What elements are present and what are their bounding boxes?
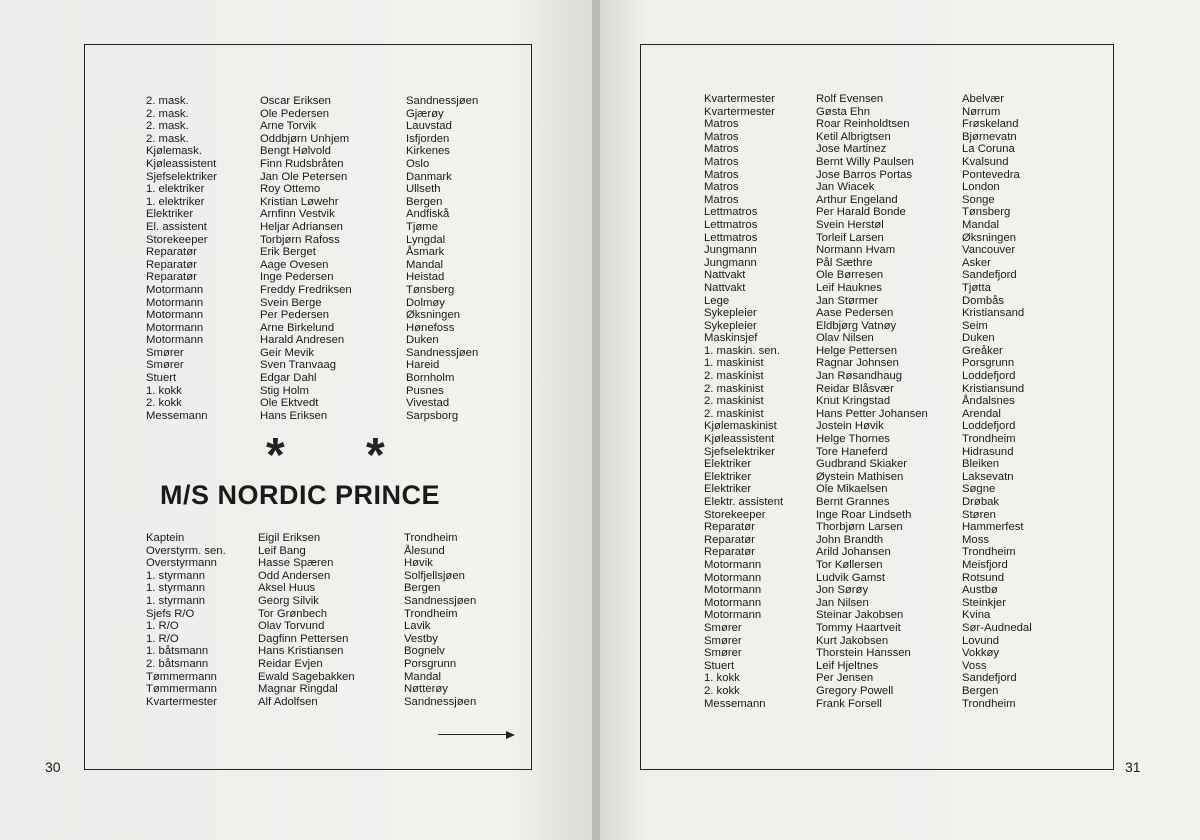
crew-hometown: Sarpsborg	[406, 409, 459, 422]
crew-hometown: Moss	[962, 533, 989, 546]
crew-name: Magnar Ringdal	[258, 683, 338, 696]
crew-role: 2. maskinist	[704, 370, 764, 383]
crew-hometown: Oslo	[406, 157, 430, 170]
crew-hometown: Sandnessjøen	[404, 594, 477, 607]
crew-role: Storekeeper	[704, 508, 766, 521]
crew-name: Kristian Løwehr	[260, 195, 339, 208]
crew-name: Inge Roar Lindseth	[816, 508, 912, 521]
crew-role: Motormann	[146, 321, 204, 334]
crew-name: Ole Børresen	[816, 269, 884, 282]
crew-name: Arthur Engeland	[816, 193, 898, 206]
crew-hometown: Meisfjord	[962, 558, 1008, 571]
crew-hometown: Heistad	[406, 271, 445, 284]
crew-name: Leif Bang	[258, 544, 306, 557]
crew-hometown: Bjørnevatn	[962, 130, 1017, 143]
crew-role: 1. styrmann	[146, 569, 206, 582]
crew-hometown: Lovund	[962, 634, 1000, 647]
crew-top-hometowns-column	[406, 95, 478, 422]
crew-role: El. assistent	[146, 220, 207, 233]
crew-name: Reidar Evjen	[258, 657, 323, 670]
crew-role: Reparatør	[146, 246, 197, 259]
crew-role: Sjefselektriker	[146, 170, 217, 183]
crew-role: Lettmatros	[704, 218, 758, 231]
crew-hometown: Sør-Audnedal	[962, 621, 1032, 634]
crew-hometown: Tønsberg	[406, 283, 455, 296]
crew-hometown: Vokkøy	[962, 647, 1000, 660]
crew-name: Thorstein Hanssen	[816, 647, 911, 660]
crew-role: Motormann	[146, 283, 204, 296]
crew-role: Sjefs R/O	[146, 607, 195, 620]
crew-name: Roar Reinholdtsen	[816, 118, 910, 131]
crew-hometown: Pontevedra	[962, 168, 1020, 181]
crew-name: Leif Hjeltnes	[816, 659, 879, 672]
crew-role: 1. elektriker	[146, 195, 205, 208]
crew-name: Gregory Powell	[816, 684, 894, 697]
crew-name: Oscar Eriksen	[260, 95, 331, 107]
crew-hometown: Abelvær	[962, 93, 1005, 105]
crew-role: 2. mask.	[146, 95, 189, 107]
crew-name: Tor Grønbech	[258, 607, 328, 620]
crew-name: Rolf Evensen	[816, 93, 884, 105]
crew-role: Kjøleassistent	[704, 433, 775, 446]
crew-name: Aage Ovesen	[260, 258, 329, 271]
crew-hometown: Trondheim	[962, 546, 1016, 559]
crew-hometown: Bergen	[406, 195, 443, 208]
crew-hometown: Hareid	[406, 359, 440, 372]
crew-role: Kjøleassistent	[146, 157, 217, 170]
crew-name: Dagfinn Pettersen	[258, 632, 349, 645]
crew-role: 1. R/O	[146, 632, 179, 645]
crew-role: 1. maskin. sen.	[704, 344, 780, 357]
crew-role: Lettmatros	[704, 231, 758, 244]
crew-hometown: Hidrasund	[962, 445, 1014, 458]
crew-role: Motormann	[704, 596, 762, 609]
crew-hometown: Trondheim	[962, 433, 1016, 446]
crew-role: Overstyrmann	[146, 557, 217, 570]
crew-hometown: Kvina	[962, 609, 991, 622]
crew-hometown: Vancouver	[962, 244, 1016, 257]
crew-name: Leif Hauknes	[816, 281, 882, 294]
crew-name: Torbjørn Rafoss	[260, 233, 340, 246]
crew-name: Øystein Mathisen	[816, 470, 904, 483]
crew-role: 1. styrmann	[146, 594, 206, 607]
crew-role: Tømmermann	[146, 683, 217, 696]
crew-role: 2. kokk	[146, 397, 182, 410]
crew-name: Roy Ottemo	[260, 183, 321, 196]
crew-role: 1. styrmann	[146, 582, 206, 595]
crew-hometown: Dolmøy	[406, 296, 445, 309]
crew-role: Lege	[704, 294, 730, 307]
crew-name: Tor Køllersen	[816, 558, 883, 571]
crew-role: Motormann	[704, 571, 762, 584]
crew-hometown: Trondheim	[962, 697, 1016, 710]
crew-name: Geir Mevik	[260, 346, 314, 359]
crew-name: Normann Hvam	[816, 244, 896, 257]
crew-role: Reparatør	[146, 271, 197, 284]
crew-role: 2. båtsmann	[146, 657, 209, 670]
crew-hometown: Songe	[962, 193, 995, 206]
crew-hometown: Støren	[962, 508, 996, 521]
book-gutter	[592, 0, 600, 840]
crew-hometown: Asker	[962, 256, 991, 269]
crew-hometown: Dombås	[962, 294, 1005, 307]
crew-hometown: Vestby	[404, 632, 438, 645]
crew-hometown: Austbø	[962, 584, 998, 597]
continue-arrow-icon	[438, 731, 516, 739]
crew-name: Jostein Høvik	[816, 420, 884, 433]
crew-name: Eldbjørg Vatnøy	[816, 319, 897, 332]
crew-name: Ewald Sagebakken	[258, 670, 355, 683]
crew-role: Matros	[704, 193, 739, 206]
crew-role: 1. R/O	[146, 620, 179, 633]
crew-hometown: Steinkjer	[962, 596, 1006, 609]
crew-name: Bernt Willy Paulsen	[816, 155, 914, 168]
crew-bottom-roles-column	[146, 532, 226, 708]
crew-name: Hans Petter Johansen	[816, 407, 928, 420]
crew-name: Georg Silvik	[258, 594, 319, 607]
crew-name: Jon Sørøy	[816, 584, 869, 597]
crew-hometown: London	[962, 181, 1000, 194]
crew-hometown: Sandnessjøen	[406, 95, 479, 107]
crew-role: Elektriker	[146, 208, 194, 221]
crew-hometown: Sandefjord	[962, 269, 1017, 282]
crew-role: 1. kokk	[704, 672, 740, 685]
crew-hometown: Tjøme	[406, 220, 439, 233]
crew-role: 2. kokk	[704, 684, 740, 697]
crew-hometown: Åndalsnes	[962, 395, 1015, 408]
crew-hometown: Mandal	[404, 670, 442, 683]
crew-role: Matros	[704, 130, 739, 143]
crew-role: Smører	[146, 346, 184, 359]
crew-name: Eigil Eriksen	[258, 532, 321, 544]
crew-name: Jan Størmer	[816, 294, 879, 307]
crew-hometown: Bergen	[962, 684, 999, 697]
crew-name: Finn Rudsbråten	[260, 157, 344, 170]
crew-role: Maskinsjef	[704, 332, 758, 345]
crew-name: Freddy Fredriksen	[260, 283, 352, 296]
crew-name: Thorbjørn Larsen	[816, 521, 903, 534]
crew-name: Arild Johansen	[816, 546, 891, 559]
crew-role: 2. mask.	[146, 107, 189, 120]
crew-name: Heljar Adriansen	[260, 220, 343, 233]
crew-name: Ole Mikaelsen	[816, 483, 888, 496]
crew-role: Jungmann	[704, 256, 757, 269]
crew-role: Reparatør	[704, 546, 755, 559]
crew-name: Jan Røsandhaug	[816, 370, 903, 383]
crew-role: Matros	[704, 118, 739, 131]
crew-name: Pål Sæthre	[816, 256, 873, 269]
crew-name: Kurt Jakobsen	[816, 634, 889, 647]
crew-hometown: Kristiansand	[962, 307, 1025, 320]
crew-hometown: Lauvstad	[406, 120, 452, 133]
crew-hometown: Sandnessjøen	[404, 695, 477, 708]
crew-hometown: Bergen	[404, 582, 441, 595]
crew-name: Gøsta Ehn	[816, 105, 870, 118]
crew-hometown: Bornholm	[406, 372, 455, 385]
crew-role: Nattvakt	[704, 281, 746, 294]
crew-role: Kjølemask.	[146, 145, 202, 158]
crew-name: Helge Thornes	[816, 433, 890, 446]
crew-name: Jan Nilsen	[816, 596, 869, 609]
crew-hometown: Solfjellsjøen	[404, 569, 465, 582]
crew-hometown: La Coruna	[962, 143, 1015, 156]
crew-role: 1. elektriker	[146, 183, 205, 196]
crew-name: Per Harald Bonde	[816, 206, 906, 219]
crew-role: Smører	[146, 359, 184, 372]
crew-name: John Brandth	[816, 533, 884, 546]
crew-top-roles-column	[146, 95, 217, 422]
crew-name: Edgar Dahl	[260, 372, 317, 385]
crew-right-hometowns-column	[962, 93, 1032, 710]
crew-hometown: Porsgrunn	[404, 657, 457, 670]
crew-hometown: Voss	[962, 659, 987, 672]
crew-hometown: Duken	[962, 332, 995, 345]
crew-name: Gudbrand Skiaker	[816, 458, 908, 471]
crew-name: Olav Torvund	[258, 620, 325, 633]
crew-name: Erik Berget	[260, 246, 316, 259]
crew-hometown: Kvalsund	[962, 155, 1009, 168]
crew-role: Smører	[704, 634, 742, 647]
crew-role: Matros	[704, 168, 739, 181]
crew-hometown: Sandnessjøen	[406, 346, 479, 359]
crew-name: Ole Pedersen	[260, 107, 330, 120]
crew-name: Per Pedersen	[260, 309, 330, 322]
crew-role: 2. maskinist	[704, 395, 764, 408]
crew-role: Smører	[704, 647, 742, 660]
crew-role: Motormann	[146, 309, 204, 322]
crew-name: Bengt Hølvold	[260, 145, 331, 158]
crew-hometown: Tønsberg	[962, 206, 1011, 219]
crew-name: Jan Ole Petersen	[260, 170, 348, 183]
crew-role: Stuert	[704, 659, 735, 672]
crew-bottom-names-column	[258, 532, 355, 708]
crew-name: Tommy Haartveit	[816, 621, 901, 634]
crew-hometown: Øksningen	[962, 231, 1017, 244]
crew-name: Hans Kristiansen	[258, 645, 344, 658]
crew-hometown: Ullseth	[406, 183, 441, 196]
crew-hometown: Høvik	[404, 557, 433, 570]
crew-name: Jose Martinez	[816, 143, 887, 156]
crew-name: Per Jensen	[816, 672, 874, 685]
page-number-left: 30	[45, 759, 61, 775]
crew-hometown: Vivestad	[406, 397, 450, 410]
crew-hometown: Danmark	[406, 170, 452, 183]
crew-role: Smører	[704, 621, 742, 634]
crew-name: Hasse Spæren	[258, 557, 334, 570]
crew-role: Motormann	[146, 296, 204, 309]
crew-role: 2. mask.	[146, 132, 189, 145]
crew-name: Sven Tranvaag	[260, 359, 336, 372]
crew-name: Ragnar Johnsen	[816, 357, 899, 370]
crew-hometown: Lavik	[404, 620, 431, 633]
crew-role: Stuert	[146, 372, 177, 385]
crew-role: Sjefselektriker	[704, 445, 775, 458]
crew-name: Svein Berge	[260, 296, 322, 309]
crew-hometown: Lyngdal	[406, 233, 446, 246]
crew-hometown: Mandal	[962, 218, 1000, 231]
crew-hometown: Frøskeland	[962, 118, 1019, 131]
crew-hometown: Loddefjord	[962, 370, 1016, 383]
page-number-right: 31	[1125, 759, 1141, 775]
crew-name: Oddbjørn Unhjem	[260, 132, 350, 145]
crew-name: Knut Kringstad	[816, 395, 891, 408]
crew-role: Messemann	[146, 409, 208, 422]
crew-role: Kvartermester	[704, 105, 775, 118]
crew-name: Tore Haneferd	[816, 445, 888, 458]
crew-hometown: Loddefjord	[962, 420, 1016, 433]
crew-hometown: Øksningen	[406, 309, 461, 322]
crew-name: Arne Torvik	[260, 120, 317, 133]
crew-role: 1. maskinist	[704, 357, 764, 370]
crew-role: Storekeeper	[146, 233, 208, 246]
separator-asterisks: * *	[266, 429, 419, 482]
crew-role: Matros	[704, 155, 739, 168]
crew-hometown: Nøtterøy	[404, 683, 448, 696]
crew-hometown: Seim	[962, 319, 988, 332]
crew-name: Jan Wiacek	[816, 181, 875, 194]
crew-hometown: Arendal	[962, 407, 1001, 420]
crew-right-names-column	[816, 93, 928, 710]
crew-role: Reparatør	[704, 521, 755, 534]
crew-hometown: Greåker	[962, 344, 1003, 357]
crew-name: Odd Andersen	[258, 569, 331, 582]
crew-hometown: Rotsund	[962, 571, 1005, 584]
crew-role: Elektr. assistent	[704, 496, 784, 508]
crew-role: Kaptein	[146, 532, 185, 544]
crew-name: Aase Pedersen	[816, 307, 894, 320]
crew-role: Motormann	[704, 584, 762, 597]
crew-hometown: Pusnes	[406, 384, 444, 397]
crew-name: Inge Pedersen	[260, 271, 334, 284]
crew-hometown: Hammerfest	[962, 521, 1024, 534]
crew-role: Lettmatros	[704, 206, 758, 219]
crew-name: Steinar Jakobsen	[816, 609, 904, 622]
crew-role: Messemann	[704, 697, 766, 710]
crew-role: Motormann	[704, 609, 762, 622]
crew-hometown: Isfjorden	[406, 132, 450, 145]
crew-name: Bernt Grannes	[816, 496, 890, 508]
crew-name: Torleif Larsen	[816, 231, 884, 244]
crew-role: Matros	[704, 143, 739, 156]
crew-role: Motormann	[146, 334, 204, 347]
crew-hometown: Trondheim	[404, 607, 458, 620]
crew-hometown: Kirkenes	[406, 145, 450, 158]
crew-role: 1. kokk	[146, 384, 182, 397]
crew-hometown: Andfiskå	[406, 208, 450, 221]
crew-hometown: Duken	[406, 334, 439, 347]
crew-hometown: Søgne	[962, 483, 996, 496]
crew-hometown: Bognelv	[404, 645, 445, 658]
crew-bottom-hometowns-column	[404, 532, 476, 708]
crew-hometown: Hønefoss	[406, 321, 455, 334]
crew-hometown: Drøbak	[962, 496, 1000, 508]
crew-name: Svein Herstøl	[816, 218, 884, 231]
crew-role: Reparatør	[704, 533, 755, 546]
crew-name: Jose Barros Portas	[816, 168, 913, 181]
crew-hometown: Åsmark	[406, 246, 445, 259]
crew-top-names-column	[260, 95, 352, 422]
crew-role: Nattvakt	[704, 269, 746, 282]
crew-hometown: Kristiansund	[962, 382, 1025, 395]
crew-name: Ole Ektvedt	[260, 397, 319, 410]
crew-role: Reparatør	[146, 258, 197, 271]
crew-role: Jungmann	[704, 244, 757, 257]
crew-role: Tømmermann	[146, 670, 217, 683]
crew-name: Aksel Huus	[258, 582, 316, 595]
crew-role: Matros	[704, 181, 739, 194]
crew-role: Kvartermester	[704, 93, 775, 105]
crew-role: Motormann	[704, 558, 762, 571]
crew-role: Elektriker	[704, 458, 752, 471]
crew-role: Overstyrm. sen.	[146, 544, 226, 557]
crew-role: 1. båtsmann	[146, 645, 209, 658]
crew-name: Hans Eriksen	[260, 409, 328, 422]
crew-hometown: Gjærøy	[406, 107, 444, 120]
crew-hometown: Tjøtta	[962, 281, 991, 294]
ship-title: M/S NORDIC PRINCE	[160, 480, 441, 510]
crew-name: Reidar Blåsvær	[816, 382, 894, 395]
crew-name: Arne Birkelund	[260, 321, 335, 334]
crew-hometown: Ålesund	[404, 544, 445, 557]
crew-role: 2. mask.	[146, 120, 189, 133]
crew-hometown: Nørrum	[962, 105, 1001, 118]
crew-role: Kvartermester	[146, 695, 217, 708]
crew-name: Stig Holm	[260, 384, 309, 397]
crew-role: Elektriker	[704, 470, 752, 483]
crew-hometown: Mandal	[406, 258, 444, 271]
crew-role: Sykepleier	[704, 307, 757, 320]
crew-role: Sykepleier	[704, 319, 757, 332]
crew-right-roles-column	[704, 93, 783, 710]
crew-name: Frank Forsell	[816, 697, 882, 710]
crew-name: Olav Nilsen	[816, 332, 874, 345]
crew-name: Alf Adolfsen	[258, 695, 318, 708]
crew-role: Elektriker	[704, 483, 752, 496]
crew-name: Arnfinn Vestvik	[260, 208, 335, 221]
crew-hometown: Porsgrunn	[962, 357, 1015, 370]
crew-hometown: Laksevatn	[962, 470, 1014, 483]
crew-name: Helge Pettersen	[816, 344, 898, 357]
crew-hometown: Bleiken	[962, 458, 1000, 471]
crew-name: Harald Andresen	[260, 334, 345, 347]
crew-name: Ketil Albrigtsen	[816, 130, 891, 143]
crew-role: 2. maskinist	[704, 407, 764, 420]
crew-hometown: Sandefjord	[962, 672, 1017, 685]
crew-name: Ludvik Gamst	[816, 571, 886, 584]
crew-hometown: Trondheim	[404, 532, 458, 544]
crew-role: Kjølemaskinist	[704, 420, 777, 433]
crew-role: 2. maskinist	[704, 382, 764, 395]
